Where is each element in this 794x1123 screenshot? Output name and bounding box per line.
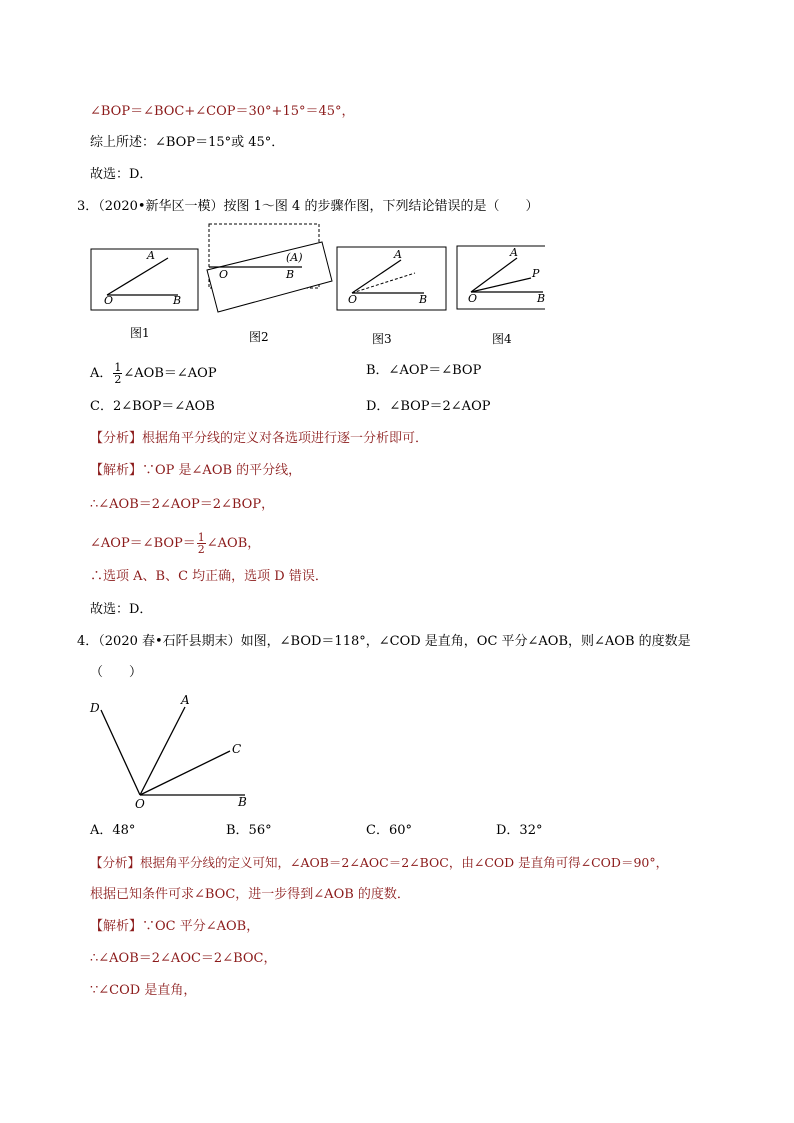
q3-option-d: D．∠BOP＝2∠AOP bbox=[366, 399, 491, 414]
q3-solution-3-text: ∠AOB， bbox=[206, 536, 261, 551]
q4-label-c: C bbox=[232, 742, 242, 756]
figure-q4 bbox=[85, 690, 265, 815]
q4-option-b: B．56° bbox=[226, 823, 272, 838]
figure-4 bbox=[457, 246, 545, 309]
fig1-caption: 图1 bbox=[130, 326, 150, 340]
q4-label-o: O bbox=[135, 797, 145, 811]
q3-option-a-text: ∠AOB＝∠AOP bbox=[123, 366, 217, 381]
q3-solution-3-prefix: ∠AOP＝∠BOP＝ bbox=[90, 536, 196, 551]
solution-line-1: ∠BOP＝∠BOC+∠COP＝30°+15°＝45°， bbox=[90, 104, 355, 119]
question-3: 3．（2020•新华区一模）按图 1～图 4 的步骤作图，下列结论错误的是（ ） bbox=[77, 199, 539, 214]
fig1-label-o: O bbox=[104, 294, 114, 307]
fig4-label-p: P bbox=[532, 267, 540, 280]
question-4-blank: （ ） bbox=[90, 665, 143, 680]
q4-analysis-1: 【分析】根据角平分线的定义可知，∠AOB＝2∠AOC＝2∠BOC，由∠COD 是直角可得∠COD＝90°， bbox=[90, 855, 669, 870]
fig2-label-o: O bbox=[219, 268, 229, 281]
q3-option-c: C．2∠BOP＝∠AOB bbox=[90, 399, 215, 414]
fraction-half bbox=[113, 362, 122, 385]
q4-solution-2: ∴∠AOB＝2∠AOC＝2∠BOC， bbox=[90, 951, 277, 966]
q4-option-d: D．32° bbox=[496, 823, 543, 838]
solution-summary: 综上所述：∠BOP＝15°或 45°． bbox=[90, 135, 285, 150]
q4-label-b: B bbox=[238, 795, 247, 809]
figure-2 bbox=[207, 224, 332, 312]
fig2-caption: 图2 bbox=[249, 330, 269, 344]
q3-solution-1: 【解析】∵OP 是∠AOB 的平分线， bbox=[90, 463, 302, 478]
fraction-denominator: 2 bbox=[197, 543, 205, 556]
fraction-numerator: 1 bbox=[197, 531, 205, 544]
q3-solution-3 bbox=[90, 532, 260, 555]
fig3-caption: 图3 bbox=[372, 332, 392, 346]
q3-solution-4: ∴选项 A、B、C 均正确，选项 D 错误． bbox=[90, 569, 328, 584]
fig3-label-o: O bbox=[348, 293, 358, 306]
q4-solution-3: ∵∠COD 是直角， bbox=[90, 983, 197, 998]
figure-3 bbox=[337, 247, 446, 310]
fig4-caption: 图4 bbox=[492, 332, 512, 346]
fig3-label-b: B bbox=[419, 293, 428, 306]
q4-label-d: D bbox=[90, 701, 100, 715]
fig1-label-b: B bbox=[173, 294, 182, 307]
q3-solution-2: ∴∠AOB＝2∠AOP＝2∠BOP， bbox=[90, 497, 275, 512]
q4-label-a: A bbox=[181, 693, 190, 707]
q3-answer: 故选：D． bbox=[90, 602, 153, 617]
fig4-label-b: B bbox=[537, 292, 545, 305]
answer-line: 故选：D． bbox=[90, 167, 153, 182]
fig2-label-b: B bbox=[286, 268, 295, 281]
fig4-label-o: O bbox=[468, 292, 478, 305]
fig2-label-a: (A) bbox=[286, 251, 303, 264]
figure-1 bbox=[91, 249, 198, 310]
fig1-label-a: A bbox=[147, 249, 155, 262]
q4-analysis-2: 根据已知条件可求∠BOC，进一步得到∠AOB 的度数． bbox=[90, 887, 410, 902]
q4-option-a: A．48° bbox=[90, 823, 136, 838]
question-4: 4．（2020 春•石阡县期末）如图，∠BOD＝118°，∠COD 是直角，OC 平分∠AOB，则∠AOB 的度数是 bbox=[77, 634, 691, 649]
q3-option-a-prefix: A． bbox=[90, 366, 113, 381]
fig3-label-a: A bbox=[394, 248, 402, 261]
q3-option-a bbox=[90, 362, 217, 385]
fig4-label-a: A bbox=[510, 246, 518, 259]
q4-option-c: C．60° bbox=[366, 823, 412, 838]
fraction-denominator: 2 bbox=[114, 373, 122, 386]
q3-analysis: 【分析】根据角平分线的定义对各选项进行逐一分析即可． bbox=[90, 431, 429, 446]
q3-option-b: B．∠AOP＝∠BOP bbox=[366, 363, 482, 378]
fraction-numerator: 1 bbox=[114, 361, 122, 374]
figures-1-4 bbox=[85, 218, 545, 318]
fraction-half bbox=[197, 532, 206, 555]
q4-solution-1: 【解析】∵OC 平分∠AOB， bbox=[90, 919, 260, 934]
